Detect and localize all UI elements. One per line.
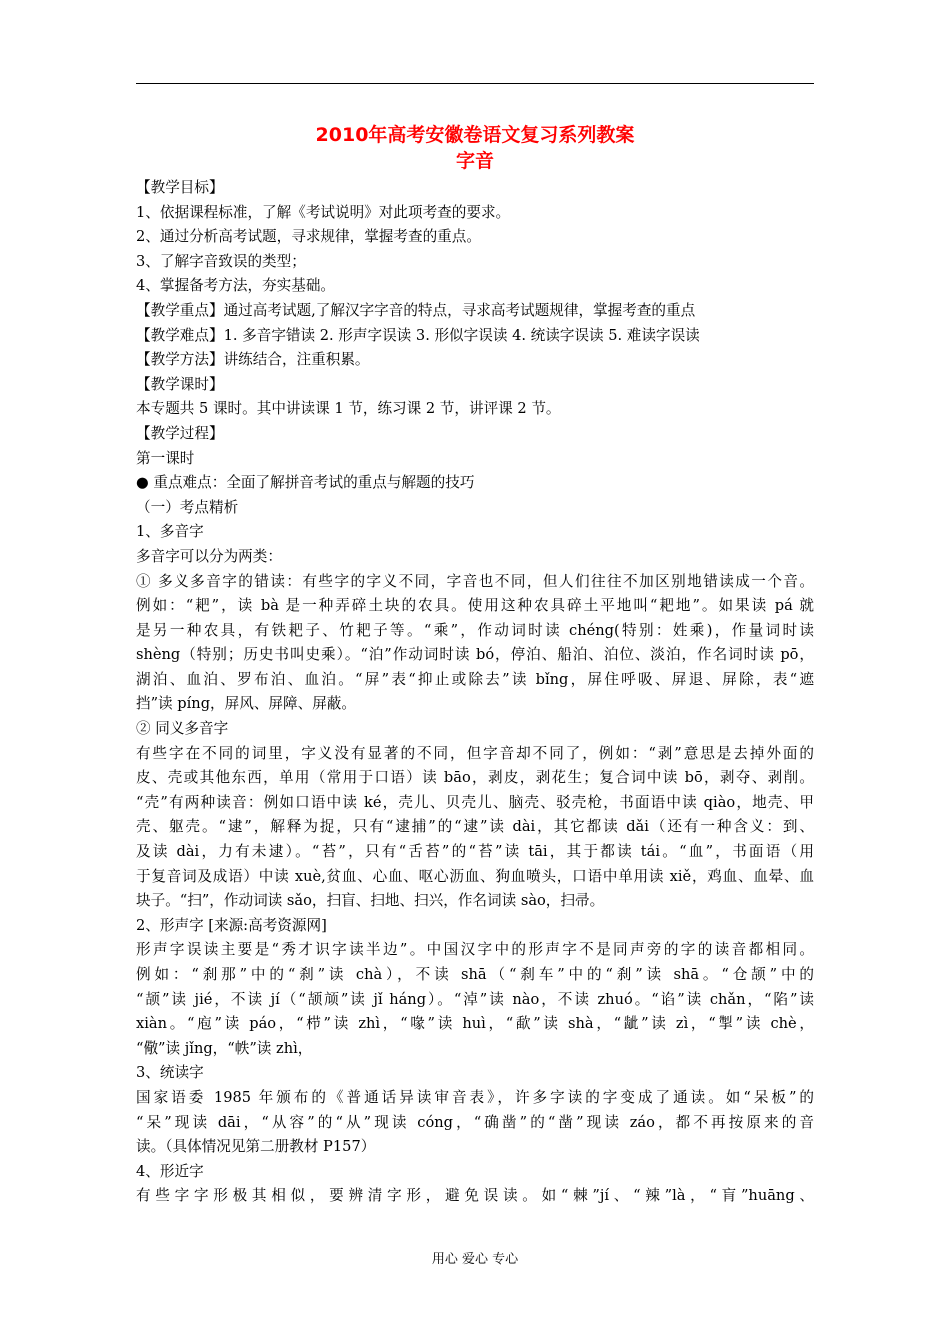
- text-line: “呆”现读 dāi，“从容”的“从”现读 cóng，“确凿”的“凿”现读 záo，都不再按原来的音: [136, 1113, 814, 1131]
- text-line: shèng（特别；历史书叫史乘）。“泊”作动词时读 bó，停泊、船泊、泊位、淡泊，作名词时读 pō，: [136, 646, 814, 664]
- text-line: “壳”有两种读音：例如口语中读 ké，壳儿、贝壳儿、脑壳、驳壳枪，书面语中读 qiào，地壳、甲: [136, 793, 814, 811]
- text-line: 形声字误读主要是“秀才识字读半边”。中国汉字中的形声字不是同声旁的字的读音都相同。: [136, 941, 814, 959]
- title-block: [136, 122, 814, 174]
- text-line: 于复音词及成语）中读 xuè,贫血、心血、呕心沥血、狗血喷头，口语中单用读 xiě，鸡血、血晕、血: [136, 867, 814, 885]
- text-line: 读。（具体情况见第二册教材 P157）: [136, 1138, 376, 1156]
- text-line: ① 多义多音字的错读：有些字的字义不同，字音也不同，但人们往往不加区别地错读成一个音。: [136, 572, 814, 590]
- text-line: 【教学难点】1. 多音字错读 2. 形声字误读 3. 形似字误读 4. 统读字误读 5. 难读字误读: [136, 326, 700, 344]
- text-line: 及读 dài，力有未逮）。“苔”，只有“舌苔”的“苔”读 tāi，其于都读 tái。“血”，书面语（用: [136, 843, 814, 861]
- text-line: xiàn。“庖”读 páo，“栉”读 zhì，“喙”读 huì，“歃”读 shà，“龇”读 zì，“掣”读 chè，: [136, 1015, 814, 1033]
- text-line: （一）考点精析: [136, 498, 239, 516]
- text-line: 例如：“耙”，读 bà 是一种弄碎土块的农具。使用这种农具碎土平地叫“耙地”。如果读 pá 就: [136, 597, 814, 615]
- text-line: ● 重点难点：全面了解拼音考试的重点与解题的技巧: [136, 474, 475, 492]
- text-line: 块子。“扫”，作动词读 sǎo，扫盲、扫地、扫兴，作名词读 sào，扫帚。: [136, 892, 605, 910]
- text-line: 挡”读 píng，屏风、屏障、屏蔽。: [136, 695, 356, 713]
- text-line: 第一课时: [136, 449, 195, 467]
- text-line: “颉”读 jié，不读 jí（“颉颃”读 jǐ háng）。“淖”读 nào，不读 zhuó。“谄”读 chǎn，“陷”读: [136, 990, 814, 1008]
- text-line: 1、依据课程标准，了解《考试说明》对此项考查的要求。: [136, 203, 511, 221]
- header-rule: [136, 83, 814, 84]
- text-line: 3、了解字音致误的类型；: [136, 252, 306, 270]
- text-line: 1、多音字: [136, 523, 204, 541]
- text-line: 有些字在不同的词里，字义没有显著的不同，但字音却不同了，例如：“剥”意思是去掉外面的: [136, 744, 814, 762]
- page-footer: 用心 爱心 专心: [431, 1252, 519, 1267]
- text-line: 【教学重点】通过高考试题,了解汉字字音的特点，寻求高考试题规律，掌握考查的重点: [136, 301, 696, 319]
- text-line: ② 同义多音字: [136, 720, 229, 738]
- text-line: 【教学过程】: [136, 424, 224, 442]
- text-line: “儆”读 jǐng，“帙”读 zhì，: [136, 1039, 313, 1057]
- text-line: 【教学课时】: [136, 375, 224, 393]
- text-line: 【教学方法】讲练结合，注重积累。: [136, 351, 370, 369]
- document-title: 2010年高考安徽卷语文复习系列教案: [315, 124, 635, 146]
- text-line: 本专题共 5 课时。其中讲读课 1 节，练习课 2 节，讲评课 2 节。: [136, 400, 561, 418]
- text-line: 2、通过分析高考试题，寻求规律，掌握考查的重点。: [136, 228, 481, 246]
- document-subtitle: 字音: [455, 150, 494, 172]
- text-line: 4、掌握备考方法，夯实基础。: [136, 277, 336, 295]
- text-line: 【教学目标】: [136, 179, 224, 196]
- text-line: 皮、壳或其他东西，单用（常用于口语）读 bāo，剥皮，剥花生；复合词中读 bō，剥夺、剥削。: [136, 769, 814, 787]
- text-line: 湖泊、血泊、罗布泊、血泊。“屏”表“抑止或除去”读 bǐng，屏住呼吸、屏退、屏除，表“遮: [136, 670, 814, 688]
- document-body: [136, 176, 814, 1209]
- text-line: 4、形近字: [136, 1162, 204, 1180]
- text-line: 2、形声字 [来源:高考资源网]: [136, 916, 327, 934]
- text-line: 例如：“刹那”中的“刹”读 chà），不读 shā（“刹车”中的“刹”读 shā。“仓颉”中的: [136, 966, 814, 983]
- text-line: 多音字可以分为两类：: [136, 547, 282, 565]
- text-line: 是另一种农具，有铁耙子、竹耙子等。“乘”，作动词时读 chéng(特别：姓乘)，作量词时读: [136, 621, 814, 639]
- text-line: 壳、躯壳。“逮”，解释为捉，只有“逮捕”的“逮”读 dài，其它都读 dǎi（还有一种含义：到、: [136, 818, 814, 836]
- text-line: 国家语委 1985 年颁布的《普通话异读审音表》，许多字读的字变成了通读。如“呆板”的: [136, 1088, 814, 1106]
- text-line: 有些字字形极其相似，要辨清字形，避免误读。如“棘”jí、“辣”là，“肓”huāng、: [136, 1187, 814, 1205]
- text-line: 3、统读字: [136, 1064, 204, 1082]
